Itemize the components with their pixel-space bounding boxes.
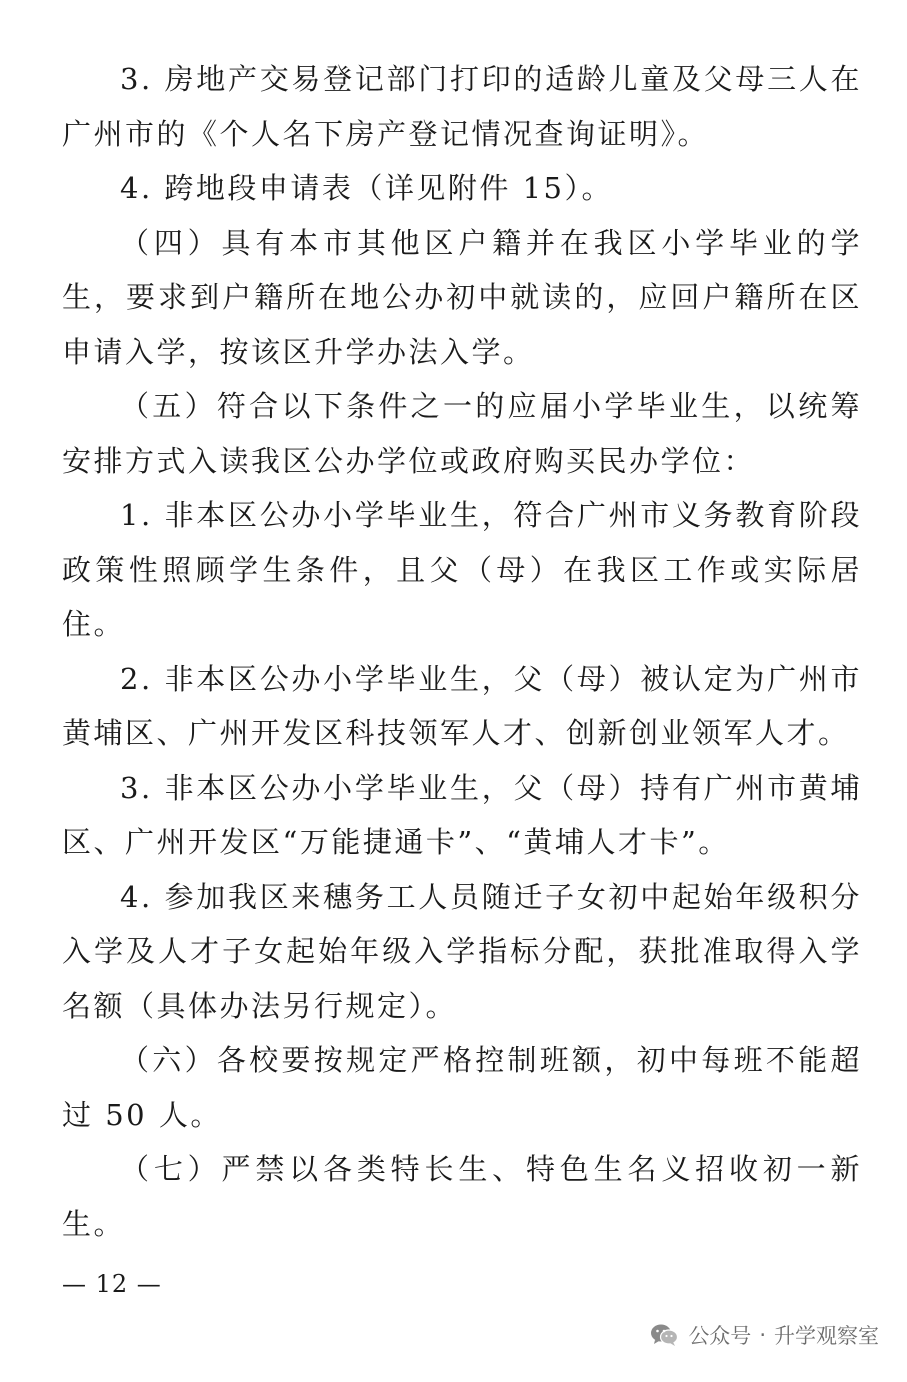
paragraph-condition-4: 4. 参加我区来穗务工人员随迁子女初中起始年级积分入学及人才子女起始年级入学指标分配，获批准取得入学名额（具体办法另行规定）。	[62, 879, 862, 1023]
watermark	[650, 1320, 879, 1350]
wechat-icon	[650, 1323, 678, 1347]
watermark-account-label: 公众号	[688, 1324, 752, 1348]
paragraph-item-3: 3. 房地产交易登记部门打印的适龄儿童及父母三人在广州市的《个人名下房产登记情况查询证明》。	[62, 62, 862, 151]
document-body	[62, 52, 862, 1251]
paragraph-item-4: 4. 跨地段申请表（详见附件 15）。	[120, 171, 614, 205]
paragraph-condition-3: 3. 非本区公办小学毕业生，父（母）持有广州市黄埔区、广州开发区“万能捷通卡”、“黄埔人才卡”。	[62, 770, 862, 859]
paragraph-section-7: （七）严禁以各类特长生、特色生名义招收初一新生。	[62, 1152, 862, 1241]
paragraph-section-5: （五）符合以下条件之一的应届小学毕业生，以统筹安排方式入读我区公办学位或政府购买民办学位：	[62, 389, 862, 478]
paragraph-section-4: （四）具有本市其他区户籍并在我区小学毕业的学生，要求到户籍所在地公办初中就读的，应回户籍所在区申请入学，按该区升学办法入学。	[62, 225, 862, 369]
paragraph-condition-2: 2. 非本区公办小学毕业生，父（母）被认定为广州市黄埔区、广州开发区科技领军人才、创新创业领军人才。	[62, 661, 862, 750]
paragraph-section-6: （六）各校要按规定严格控制班额，初中每班不能超过 50 人。	[62, 1043, 862, 1132]
page-number: — 12 —	[62, 1270, 162, 1298]
watermark-account-name: 升学观察室	[774, 1324, 879, 1348]
watermark-separator: ·	[759, 1323, 766, 1347]
paragraph-condition-1: 1. 非本区公办小学毕业生，符合广州市义务教育阶段政策性照顾学生条件，且父（母）在我区工作或实际居住。	[62, 498, 862, 641]
